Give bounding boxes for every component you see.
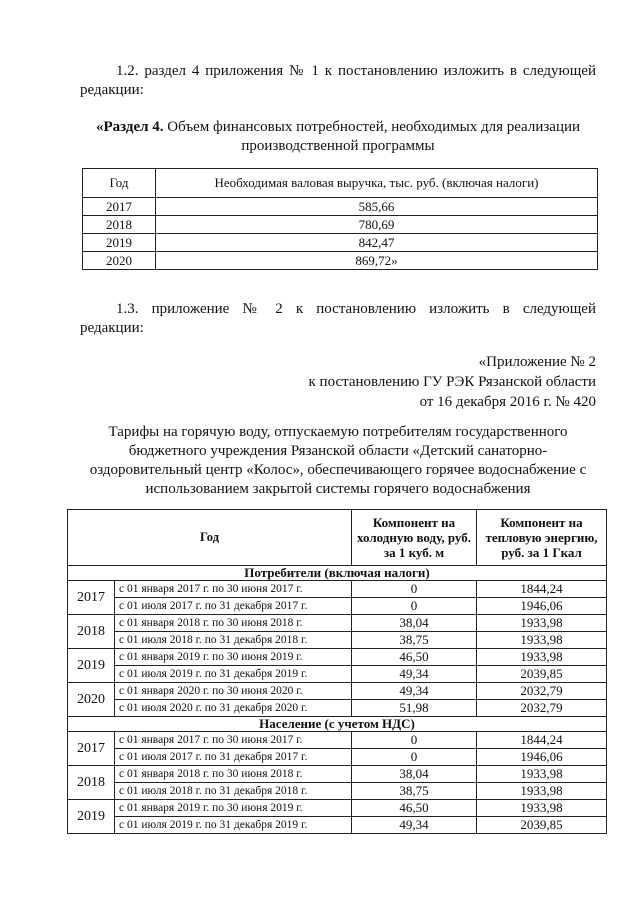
revenue-header-value: Необходимая валовая выручка, тыс. руб. (включая налоги) bbox=[156, 169, 598, 198]
tariff-period: с 01 июля 2018 г. по 31 декабря 2018 г. bbox=[115, 632, 352, 649]
group-row bbox=[68, 566, 607, 581]
table-row bbox=[68, 800, 607, 817]
tariff-heat-value: 1933,98 bbox=[477, 632, 607, 649]
revenue-header-year: Год bbox=[83, 169, 156, 198]
tariff-cold-value: 38,04 bbox=[352, 766, 477, 783]
tariff-cold-value: 0 bbox=[352, 749, 477, 766]
table-row bbox=[68, 817, 607, 834]
appendix-line-3: от 16 декабря 2016 г. № 420 bbox=[419, 394, 596, 410]
revenue-value: 869,72» bbox=[156, 252, 598, 270]
tariff-cold-value: 0 bbox=[352, 732, 477, 749]
appendix-line-1: «Приложение № 2 bbox=[478, 354, 596, 370]
tariff-year: 2018 bbox=[68, 766, 115, 800]
tariff-period: с 01 июля 2019 г. по 31 декабря 2019 г. bbox=[115, 666, 352, 683]
group-row bbox=[68, 717, 607, 732]
tariff-year: 2019 bbox=[68, 800, 115, 834]
tariff-period: с 01 января 2017 г. по 30 июня 2017 г. bbox=[115, 581, 352, 598]
tariff-heat-value: 1933,98 bbox=[477, 766, 607, 783]
tariff-period: с 01 января 2018 г. по 30 июня 2018 г. bbox=[115, 766, 352, 783]
tariff-heat-value: 2039,85 bbox=[477, 817, 607, 834]
tariff-heat-value: 1844,24 bbox=[477, 732, 607, 749]
tariff-cold-value: 51,98 bbox=[352, 700, 477, 717]
revenue-table-header bbox=[83, 169, 598, 198]
tariff-heat-value: 1844,24 bbox=[477, 581, 607, 598]
revenue-value: 842,47 bbox=[156, 234, 598, 252]
tariff-heat-value: 1933,98 bbox=[477, 649, 607, 666]
paragraph-1-2: 1.2. раздел 4 приложения № 1 к постановлению изложить в следующей редакции: bbox=[80, 63, 596, 98]
table-row bbox=[68, 649, 607, 666]
table-row bbox=[68, 783, 607, 800]
tariff-period: с 01 января 2019 г. по 30 июня 2019 г. bbox=[115, 649, 352, 666]
table-row bbox=[83, 216, 598, 234]
tariff-table-body bbox=[68, 566, 607, 834]
tariff-cold-value: 38,04 bbox=[352, 615, 477, 632]
revenue-year: 2019 bbox=[83, 234, 156, 252]
tariff-table bbox=[67, 509, 607, 834]
group-label: Потребители (включая налоги) bbox=[68, 566, 607, 581]
tariff-period: с 01 июля 2017 г. по 31 декабря 2017 г. bbox=[115, 749, 352, 766]
table-row bbox=[68, 766, 607, 783]
tariff-cold-value: 49,34 bbox=[352, 683, 477, 700]
appendix-header bbox=[309, 352, 596, 412]
table-row bbox=[68, 749, 607, 766]
revenue-table bbox=[82, 168, 598, 270]
table-row bbox=[68, 683, 607, 700]
tariff-cold-value: 49,34 bbox=[352, 666, 477, 683]
tariff-year: 2020 bbox=[68, 683, 115, 717]
tariff-year: 2019 bbox=[68, 649, 115, 683]
tariff-heat-value: 2032,79 bbox=[477, 683, 607, 700]
section-4-label: «Раздел 4. bbox=[95, 119, 164, 135]
tariff-period: с 01 июля 2020 г. по 31 декабря 2020 г. bbox=[115, 700, 352, 717]
table-row bbox=[68, 598, 607, 615]
section-4-title bbox=[80, 118, 596, 156]
table-row bbox=[83, 234, 598, 252]
table-row bbox=[68, 615, 607, 632]
tariff-cold-value: 0 bbox=[352, 598, 477, 615]
tariff-cold-value: 49,34 bbox=[352, 817, 477, 834]
revenue-year: 2020 bbox=[83, 252, 156, 270]
tariff-cold-value: 38,75 bbox=[352, 783, 477, 800]
tariff-period: с 01 июля 2018 г. по 31 декабря 2018 г. bbox=[115, 783, 352, 800]
tariff-period: с 01 января 2020 г. по 30 июня 2020 г. bbox=[115, 683, 352, 700]
tariff-table-header bbox=[68, 510, 607, 566]
tariff-period: с 01 января 2019 г. по 30 июня 2019 г. bbox=[115, 800, 352, 817]
revenue-year: 2018 bbox=[83, 216, 156, 234]
tariff-year: 2018 bbox=[68, 615, 115, 649]
revenue-year: 2017 bbox=[83, 198, 156, 216]
tariff-period: с 01 июля 2017 г. по 31 декабря 2017 г. bbox=[115, 598, 352, 615]
group-label: Население (с учетом НДС) bbox=[68, 717, 607, 732]
tariff-heat-value: 1946,06 bbox=[477, 598, 607, 615]
table-row bbox=[83, 198, 598, 216]
tariff-heat-value: 1946,06 bbox=[477, 749, 607, 766]
tariff-heat-value: 1933,98 bbox=[477, 615, 607, 632]
tariff-header-heat: Компонент на тепловую энергию, руб. за 1 Гкал bbox=[477, 510, 607, 566]
tariff-title: Тарифы на горячую воду, отпускаемую потребителям государственного бюджетного учреждения Рязанской области «Детский санаторно-оздоровительный центр «Колос», обеспечивающего горячее водоснабжение с использованием закрытой системы горячего водоснабжения bbox=[89, 424, 587, 497]
tariff-header-year: Год bbox=[68, 510, 352, 566]
revenue-value: 585,66 bbox=[156, 198, 598, 216]
table-row bbox=[68, 666, 607, 683]
table-row bbox=[68, 632, 607, 649]
tariff-heat-value: 1933,98 bbox=[477, 783, 607, 800]
tariff-period: с 01 января 2018 г. по 30 июня 2018 г. bbox=[115, 615, 352, 632]
table-row bbox=[83, 252, 598, 270]
tariff-year: 2017 bbox=[68, 581, 115, 615]
paragraph-1-3: 1.3. приложение № 2 к постановлению изложить в следующей редакции: bbox=[80, 301, 596, 336]
tariff-cold-value: 0 bbox=[352, 581, 477, 598]
tariff-period: с 01 июля 2019 г. по 31 декабря 2019 г. bbox=[115, 817, 352, 834]
tariff-cold-value: 38,75 bbox=[352, 632, 477, 649]
table-row bbox=[68, 732, 607, 749]
section-4-title-text: Объем финансовых потребностей, необходимых для реализации производственной программы bbox=[163, 119, 581, 154]
tariff-cold-value: 46,50 bbox=[352, 649, 477, 666]
tariff-heat-value: 1933,98 bbox=[477, 800, 607, 817]
tariff-cold-value: 46,50 bbox=[352, 800, 477, 817]
appendix-line-2: к постановлению ГУ РЭК Рязанской области bbox=[308, 374, 596, 390]
tariff-header-cold: Компонент на холодную воду, руб. за 1 куб. м bbox=[352, 510, 477, 566]
table-row bbox=[68, 581, 607, 598]
tariff-heat-value: 2039,85 bbox=[477, 666, 607, 683]
tariff-year: 2017 bbox=[68, 732, 115, 766]
tariff-heat-value: 2032,79 bbox=[477, 700, 607, 717]
table-row bbox=[68, 700, 607, 717]
tariff-period: с 01 января 2017 г. по 30 июня 2017 г. bbox=[115, 732, 352, 749]
revenue-value: 780,69 bbox=[156, 216, 598, 234]
